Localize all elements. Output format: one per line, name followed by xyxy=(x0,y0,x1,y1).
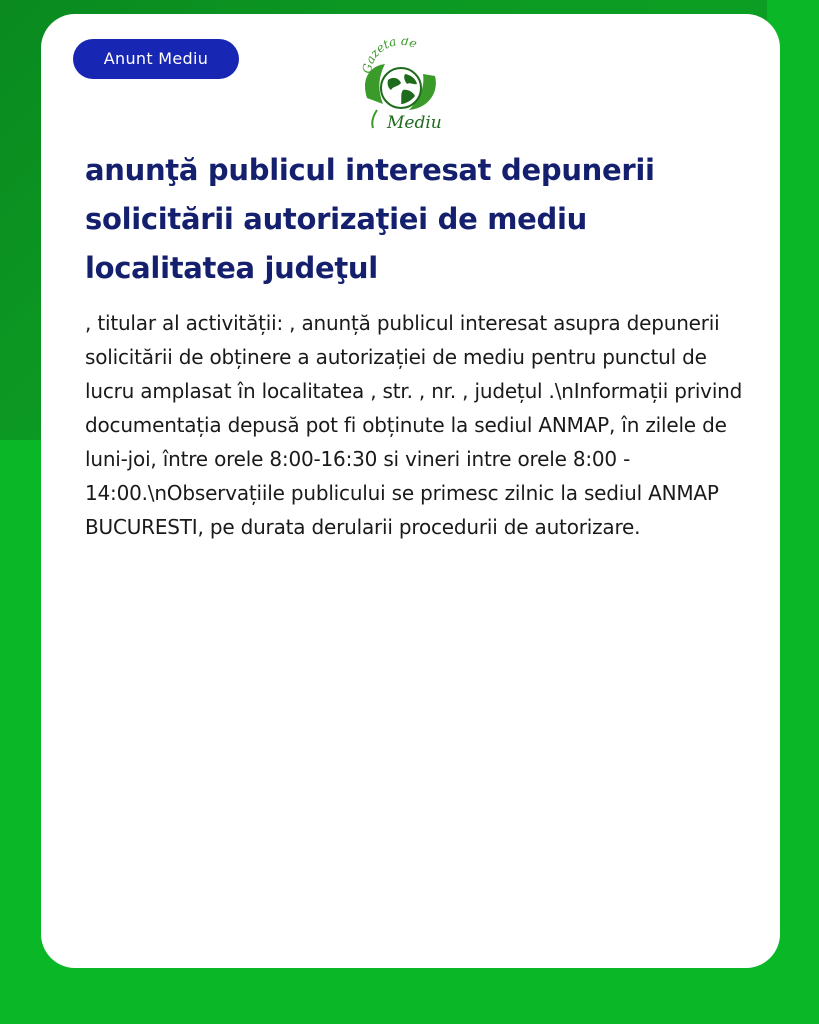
gazeta-de-mediu-logo xyxy=(355,38,445,130)
category-badge[interactable]: Anunt Mediu xyxy=(73,39,239,79)
announcement-card xyxy=(41,14,780,968)
svg-text:Mediu: Mediu xyxy=(387,113,442,130)
article-body: , titular al activității: , anunță publicul interesat asupra depunerii solicitării de obținere a autorizației de mediu pentru punctul de lucru amplasat în localitatea , str. , nr. , județul .\nInformații privind documentația depusă pot fi obținute la sediul ANMAP, în zilele de luni-joi, între orele 8:00-16:30 si vineri intre orele 8:00 - 14:00.\nObservațiile publicului se primesc zilnic la sediul ANMAP BUCURESTI, pe durata derularii procedurii de autorizare. xyxy=(85,311,743,539)
article-headline: anunţă publicul interesat depunerii solicitării autorizaţiei de mediu localitatea judeţul xyxy=(85,153,655,285)
svg-text:Gazeta de: Gazeta de xyxy=(359,38,419,75)
